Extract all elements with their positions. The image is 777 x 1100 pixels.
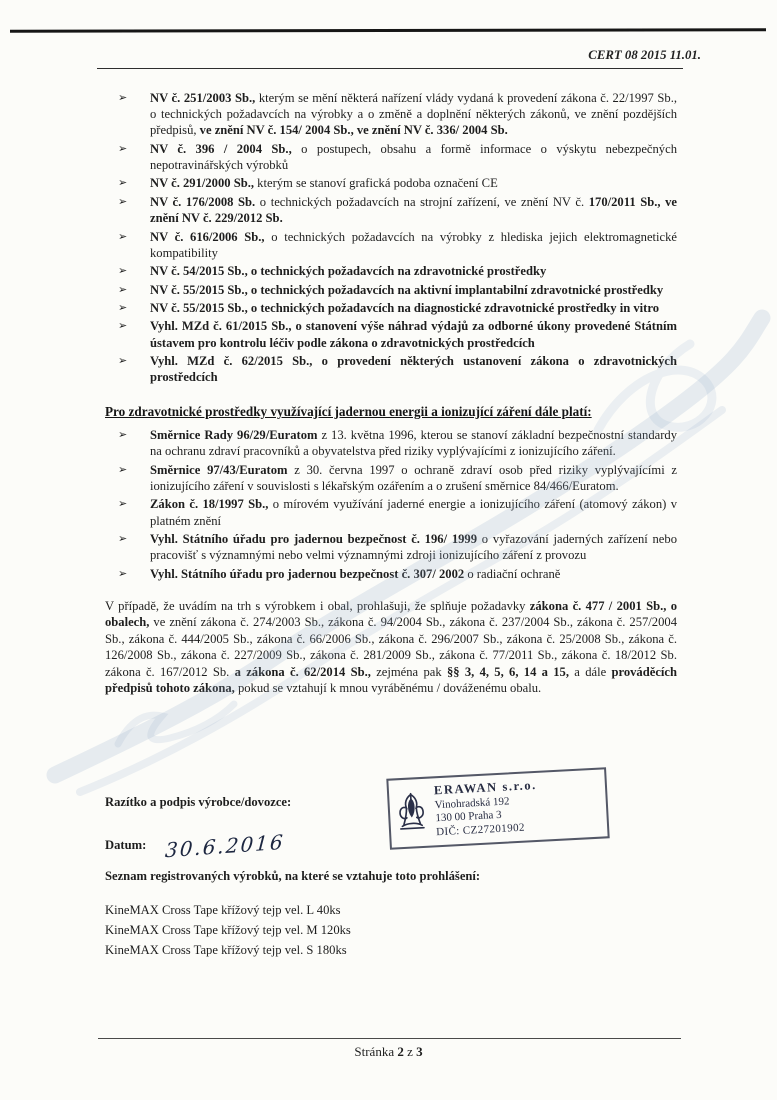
regulation-item [105, 141, 677, 174]
arrow-bullet-icon: ➢ [118, 176, 128, 190]
regulation-item-text: Vyhl. MZd č. 62/2015 Sb., o provedení některých ustanovení zákona o zdravotnických prostředcích [150, 354, 677, 385]
handwritten-date: 30.6.2016 [164, 829, 286, 863]
regulation-item [105, 194, 677, 227]
regulation-item-text: Vyhl. Státního úřadu pro jadernou bezpečnost č. 196/ 1999 o vyřazování jaderných zařízení nebo pracovišť s významnými nebo velmi významnými zdroji ionizujícího záření z provozu [150, 532, 677, 563]
stamp-company-name: ERAWAN s.r.o. [433, 777, 538, 798]
regulation-item [105, 427, 677, 460]
stamp-signature-label: Razítko a podpis výrobce/dovozce: [105, 795, 292, 809]
regulations-list [105, 90, 677, 386]
regulation-item [105, 263, 677, 279]
product-item [105, 920, 351, 940]
regulation-item [105, 229, 677, 262]
arrow-bullet-icon: ➢ [118, 427, 128, 441]
date-row [105, 829, 286, 863]
arrow-bullet-icon: ➢ [118, 532, 128, 546]
regulation-item-text: NV č. 396 / 2004 Sb., o postupech, obsahu a formě informace o výskytu nebezpečných nepotravinářských výrobků [150, 141, 677, 173]
packaging-declaration-paragraph: V případě, že uvádím na trh s výrobkem i obal, prohlašuji, že splňuje požadavky zákona č. 477 / 2001 Sb., o obalech, ve znění zákona č. 274/2003 Sb., zákona č. 94/2004 Sb., zákona č. 237/2004 Sb., zákona č. 257/2004 Sb., zákona č. 444/2005 Sb., zákona č. 66/2006 Sb., zákona č. 296/2007 Sb., zákona č. 25/2008 Sb., zákona č. 126/2008 Sb., zákona č. 227/2009 Sb., zákona č. 281/2009 Sb., zákona č. 77/2011 Sb., zákona č. 18/2012 Sb. zákona č. 167/2012 Sb. a zákona č. 62/2014 Sb., zejména pak §§ 3, 4, 5, 6, 14 a 15, a dále prováděcích předpisů tohoto zákona, pokud se vztahují k mnou vyráběnému / dováženému obalu. [105, 599, 678, 695]
arrow-bullet-icon: ➢ [118, 354, 128, 368]
product-item-text: KineMAX Cross Tape křížový tejp vel. L 40ks [105, 903, 341, 917]
regulation-item-text: Směrnice 97/43/Euratom z 30. června 1997 o ochraně zdraví osob před riziky vyplývajícími z ionizujícího záření v souvislosti s lékařským ozářením a o zrušení směrnice 84/466/Euratom. [150, 462, 678, 493]
arrow-bullet-icon: ➢ [118, 319, 128, 333]
page-number: Stránka 2 z 3 [354, 1044, 423, 1059]
stamp-city: 130 00 Praha 3 [435, 809, 502, 825]
regulation-item-text: NV č. 176/2008 Sb. o technických požadavcích na strojní zařízení, ve znění NV č. 170/2011 Sb., ve znění NV č. 229/2012 Sb. [150, 194, 677, 226]
nuclear-regulations-list [105, 427, 677, 582]
document-body [105, 0, 701, 696]
header-rule [97, 68, 683, 69]
stamp-street: Vinohradská 192 [434, 795, 510, 811]
regulation-item [105, 496, 677, 529]
regulation-item-text: Zákon č. 18/1997 Sb., o mírovém využívání jaderné energie a ionizujícího záření (atomový zákon) v platném znění [150, 497, 677, 528]
doc-reference: CERT 08 2015 11.01. [588, 48, 701, 62]
arrow-bullet-icon: ➢ [118, 141, 128, 155]
regulation-item [105, 462, 677, 495]
company-stamp [386, 767, 609, 849]
date-label: Datum: [105, 838, 147, 852]
products-list [105, 900, 351, 960]
regulation-item [105, 531, 677, 564]
product-item-text: KineMAX Cross Tape křížový tejp vel. S 180ks [105, 943, 347, 957]
regulation-item-text: NV č. 251/2003 Sb., kterým se mění některá nařízení vlády vydaná k provedení zákona č. 22/1997 Sb., o technických požadavcích na výrobky a o změně a doplnění některých zákonů, ve znění pozdějších předpisů, ve znění NV č. 154/ 2004 Sb., ve znění NV č. 336/ 2004 Sb. [150, 90, 677, 138]
regulation-item-text: NV č. 291/2000 Sb., kterým se stanoví grafická podoba označení CE [150, 176, 498, 191]
arrow-bullet-icon: ➢ [118, 462, 128, 476]
stamp-logo-icon [394, 789, 429, 836]
section-heading: Pro zdravotnické prostředky využívající jadernou energii a ionizující záření dále platí: [105, 403, 592, 419]
regulation-item-text: NV č. 616/2006 Sb., o technických požadavcích na výrobky z hlediska jejich elektromagnetické kompatibility [150, 229, 678, 260]
regulation-item [105, 318, 677, 351]
regulation-item [105, 90, 677, 139]
regulation-item [105, 353, 677, 386]
regulation-item-text: NV č. 55/2015 Sb., o technických požadavcích na diagnostické zdravotnické prostředky in vitro [150, 300, 660, 315]
stamp-tax-id: DIČ: CZ27201902 [435, 821, 526, 839]
product-item-text: KineMAX Cross Tape křížový tejp vel. M 120ks [105, 923, 351, 937]
arrow-bullet-icon: ➢ [118, 282, 128, 296]
arrow-bullet-icon: ➢ [118, 194, 128, 208]
regulation-item-text: Vyhl. MZd č. 61/2015 Sb., o stanovení výše náhrad výdajů za odborné úkony provedené Státním ústavem pro kontrolu léčiv podle zákona o zdravotnických prostředcích [150, 319, 677, 350]
arrow-bullet-icon: ➢ [118, 90, 128, 104]
regulation-item-text: NV č. 54/2015 Sb., o technických požadavcích na zdravotnické prostředky [150, 264, 547, 279]
regulation-item [105, 175, 677, 191]
arrow-bullet-icon: ➢ [118, 300, 128, 314]
arrow-bullet-icon: ➢ [118, 497, 128, 511]
regulation-item-text: Vyhl. Státního úřadu pro jadernou bezpečnost č. 307/ 2002 o radiační ochraně [150, 566, 561, 581]
product-item [105, 900, 351, 920]
regulation-item-text: NV č. 55/2015 Sb., o technických požadavcích na aktivní implantabilní zdravotnické prostředky [150, 282, 664, 297]
regulation-item [105, 566, 677, 582]
product-item [105, 940, 351, 960]
stamp-text-block [434, 778, 540, 840]
footer-rule [98, 1038, 681, 1039]
regulation-item-text: Směrnice Rady 96/29/Euratom z 13. května 1996, kterou se stanoví základní bezpečnostní standardy na ochranu zdraví pracovníků a obyvatelstva před riziky vyplývajícími z ionizujícího záření. [150, 427, 677, 459]
arrow-bullet-icon: ➢ [118, 229, 128, 243]
arrow-bullet-icon: ➢ [118, 264, 128, 278]
arrow-bullet-icon: ➢ [118, 566, 128, 580]
products-heading: Seznam registrovaných výrobků, na které se vztahuje toto prohlášení: [105, 869, 481, 883]
regulation-item [105, 300, 677, 316]
regulation-item [105, 282, 677, 298]
